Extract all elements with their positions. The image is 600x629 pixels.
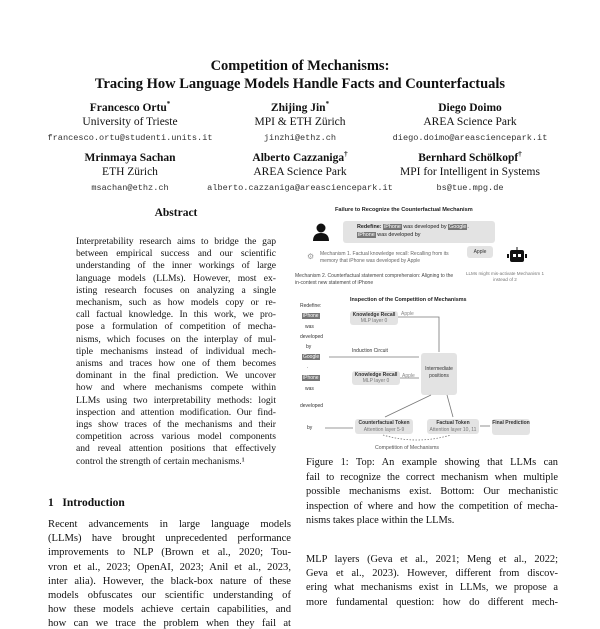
right-text-line: Geva et al., 2023). However, different from discov- (306, 568, 558, 580)
token: was (305, 324, 314, 330)
knowledge-recall-box-2: Knowledge Recall MLP layer 0 (352, 371, 400, 385)
section-heading-introduction (48, 497, 125, 509)
author-name (40, 150, 220, 164)
figure-bottom-title: Inspection of the Competition of Mechanisms (350, 297, 467, 303)
gears-icon: ⚙ (307, 252, 315, 261)
author-email[interactable]: bs@tue.mpg.de (436, 183, 504, 193)
llm-note: LLMs might mis-activate Mechanism 1 instead of 2 (465, 271, 545, 282)
author-email[interactable]: jinzhi@ethz.ch (263, 133, 337, 143)
author-name-text: Zhijing Jin (270, 101, 326, 114)
caption-line: nisms takes place within the LLMs. (306, 515, 455, 526)
abstract-line: inspection and attention modification. Our find- (76, 406, 276, 418)
caption-line: fail to recognize the correct mechanism when multiple (306, 471, 558, 483)
token: Google (303, 354, 320, 360)
author-name (210, 150, 390, 164)
abstract-line: anisms and traces how one of them becomes (76, 358, 276, 369)
apple-label-1: Apple (401, 311, 414, 317)
abstract-heading: Abstract (154, 207, 198, 219)
caption-line: inspection of where and how the competition of mecha- (306, 500, 558, 512)
token: was (305, 386, 314, 392)
final-prediction-box: Final Prediction (492, 419, 530, 435)
abstract-line: LLMs using two interpretability methods: logit (76, 394, 276, 406)
abstract-line: mechanism, such as how models copy or re- (76, 297, 276, 308)
counterfactual-token-box: Counterfactual Token Attention layer 5-9 (355, 419, 413, 434)
author-mark: * (325, 100, 330, 108)
token: iPhone (303, 313, 319, 319)
author-name-text: Bernhard Schölkopf (418, 151, 519, 164)
paper-title-line-1: Competition of Mechanisms: (210, 58, 390, 74)
right-text-line: ering what mechanisms exist in LLMs, we propose a (306, 582, 558, 594)
figure-arrows (295, 203, 565, 453)
abstract-line: pose a formulation of competition of mecha- (76, 321, 276, 333)
abstract-line: tiple mechanisms instead of individual mech- (76, 345, 276, 357)
right-text-line: MLP layers (Geva et al., 2021; Meng et al., 2022; (306, 554, 558, 565)
knowledge-recall-box-1: Knowledge Recall MLP layer 0 (350, 311, 398, 325)
figure-top-title: Failure to Recognize the Counterfactual Mechanism (335, 207, 473, 213)
author-mark: † (518, 150, 522, 158)
induction-circuit-label: Induction Circuit (352, 348, 388, 354)
author-name (40, 100, 220, 114)
caption-line: Figure 1: Top: An example showing that LLMs can (306, 457, 558, 468)
abstract-line: call factual knowledge. In this work, we pro- (76, 309, 276, 321)
author-email[interactable]: alberto.cazzaniga@areasciencepark.it (207, 183, 393, 193)
author-name-text: Francesco Ortu (89, 101, 167, 114)
intro-line: how can we trace the problem when they fail at (48, 618, 291, 629)
token: iPhone (303, 375, 319, 381)
section-title: Introduction (62, 497, 125, 509)
token: developed (300, 403, 324, 409)
abstract-line: how and where mechanisms compete within (76, 382, 276, 394)
apple-label-2: Apple (402, 373, 415, 379)
author-name-text: Diego Doimo (438, 101, 502, 114)
intro-line: inter alia). However, the black-box nature of these (48, 575, 291, 587)
mechanism-2-text: Mechanism 2. Counterfactual statement comprehension: Aligning to the in-context new statement of iPhone (295, 273, 454, 286)
author-affiliation: MPI for Intelligent in Systems (400, 166, 540, 178)
abstract-line: isting research focuses on analyzing a single (76, 284, 276, 296)
intro-line: how these models achieve certain capabilities, and (48, 604, 291, 616)
intro-line: (LLMs) have brought unprecedented performance (48, 533, 291, 545)
author-email[interactable]: francesco.ortu@studenti.units.it (47, 133, 213, 143)
author-name (380, 100, 560, 114)
abstract-line: competition across various model components (76, 431, 276, 443)
author-affiliation: University of Trieste (82, 116, 178, 128)
author-name (210, 100, 390, 114)
intro-line: vron et al., 2023; OpenAI, 2023; Anil et al., 2023, (48, 561, 291, 573)
author-mark: † (344, 150, 348, 158)
apple-answer-bubble: Apple (467, 246, 493, 258)
redefine-prompt-bubble: Redefine: iPhone was developed by Google. iPhone was developed by (343, 221, 495, 243)
figure-1 (295, 203, 565, 453)
abstract-line: control the strength of certain mechanisms.¹ (76, 455, 245, 467)
author-name-text: Alberto Cazzaniga (252, 151, 345, 164)
abstract-line: between empirical success and our scientific (76, 248, 276, 260)
factual-token-box: Factual Token Attention layer 10, 11 (427, 419, 479, 434)
token: developed (300, 334, 324, 340)
abstract-line: ings show traces of the mechanisms and their (76, 419, 276, 430)
intro-line: models obfuscates our scientific understanding of (48, 590, 291, 601)
section-number: 1 (48, 497, 54, 509)
caption-line: possible mechanisms exist. Bottom: Our mechanistic (306, 486, 558, 497)
author-email[interactable]: msachan@ethz.ch (91, 183, 169, 193)
intro-line: improvements to NLP (Brown et al., 2020; Tou- (48, 547, 291, 559)
author-name (380, 150, 560, 164)
author-mark: * (166, 100, 171, 108)
abstract-line: nisms, which focuses on the interplay of mul- (76, 333, 276, 345)
abstract-line: language models (LLMs). However, most ex- (76, 272, 276, 284)
abstract-line: and reveal attention positions that effectively (76, 443, 276, 455)
token: . (307, 364, 309, 370)
author-name-text: Mrinmaya Sachan (84, 151, 176, 164)
token: Redefine: (300, 303, 322, 309)
intro-line: Recent advancements in large language models (48, 519, 291, 530)
author-affiliation: AREA Science Park (253, 166, 347, 178)
right-text-line: more fundamental question: how do different mech- (306, 596, 558, 608)
author-affiliation: MPI & ETH Zürich (254, 116, 346, 128)
paper-title-line-2: Tracing How Language Models Handle Facts and Counterfactuals (94, 76, 506, 92)
token: by (307, 425, 313, 431)
competition-label: Competition of Mechanisms (375, 445, 440, 451)
mechanism-1-text: Mechanism 1. Factual knowledge recall: Recalling from its memory that iPhone was developed by Apple (320, 251, 449, 264)
author-affiliation: ETH Zürich (102, 166, 158, 178)
token: by (306, 344, 312, 350)
author-affiliation: AREA Science Park (423, 116, 517, 128)
intermediate-positions-box: Intermediate positions (421, 353, 457, 395)
author-email[interactable]: diego.doimo@areasciencepark.it (392, 133, 548, 143)
abstract-line: Interpretability research aims to bridge the gap (76, 236, 276, 247)
abstract-line: understanding of the inner workings of large (76, 260, 276, 272)
abstract-line: dominant in the final prediction. We uncover (76, 370, 276, 382)
